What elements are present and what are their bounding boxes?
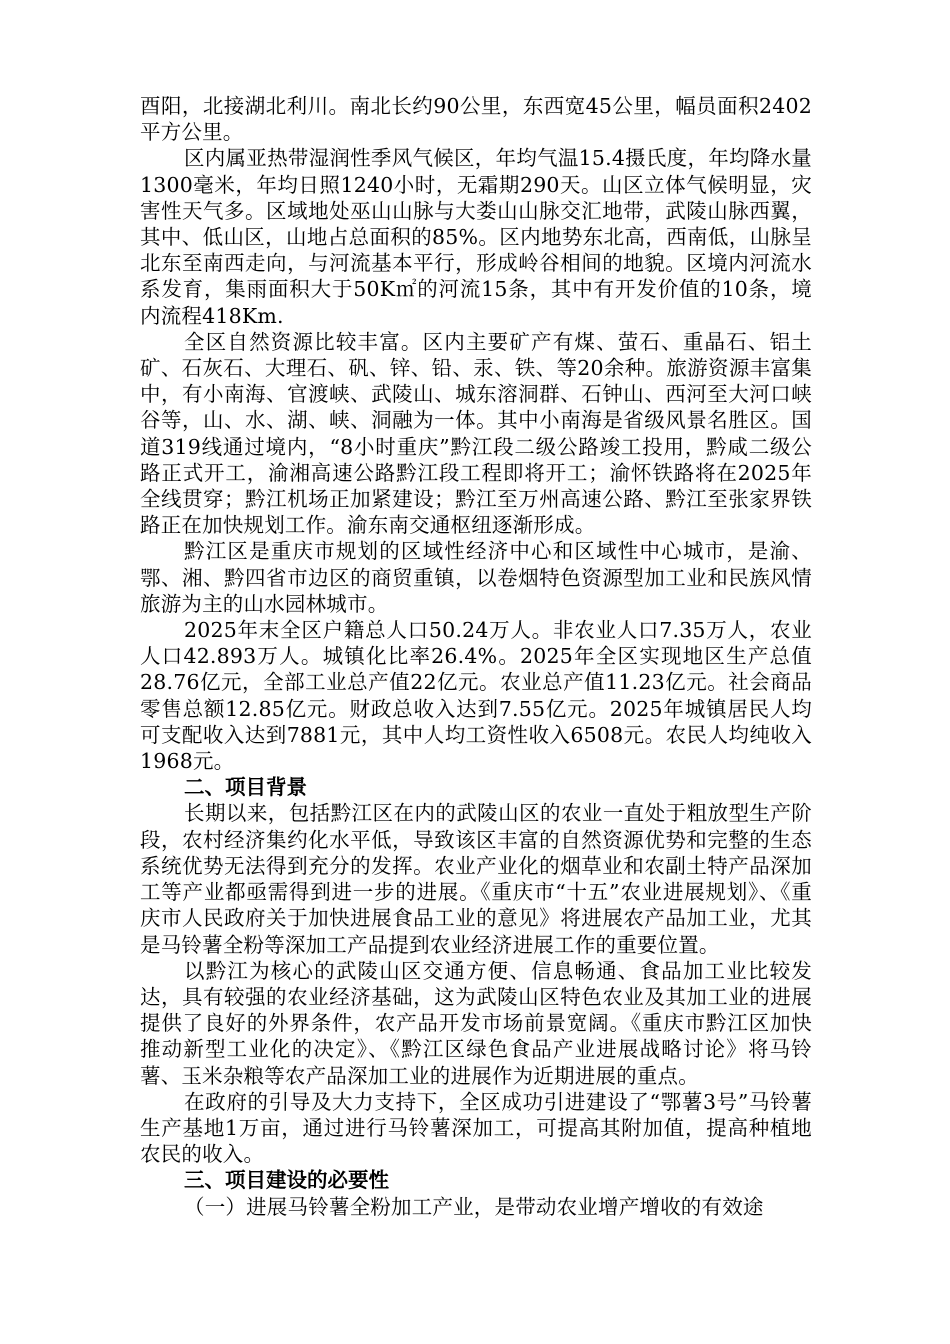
paragraph-location: 酉阳，北接湖北利川。南北长约90公里，东西宽45公里，幅员面积2402平方公里。 [140, 94, 812, 145]
section-heading-necessity: 三、项目建设的必要性 [184, 1168, 389, 1193]
paragraph-background-3: 在政府的引导及大力支持下，全区成功引进建设了“鄂薯3号”马铃薯生产基地1万亩，通过进行马铃薯深加工，可提高其附加值，提高种植地农民的收入。 [140, 1089, 812, 1167]
paragraph-background-1: 长期以来，包括黔江区在内的武陵山区的农业一直处于粗放型生产阶段，农村经济集约化水平低，导致该区丰富的自然资源优势和完整的生态系统优势无法得到充分的发挥。农业产业化的烟草业和农副土特产品深加工等产业都亟需得到进一步的进展。《重庆市“十五”农业进展规划》、《重庆市人民政府关于加快进展食品工业的意见》将进展农产品加工业，尤其是马铃薯全粉等深加工产品提到农业经济进展工作的重要位置。 [140, 801, 812, 957]
paragraph-background-2: 以黔江为核心的武陵山区交通方便、信息畅通、食品加工业比较发达，具有较强的农业经济基础，这为武陵山区特色农业及其加工业的进展提供了良好的外界条件，农产品开发市场前景宽阔。《重庆市黔江区加快推动新型工业化的决定》、《黔江区绿色食品产业进展战略讨论》将马铃薯、玉米杂粮等农产品深加工业的进展作为近期进展的重点。 [140, 958, 812, 1088]
paragraph-resources: 全区自然资源比较丰富。区内主要矿产有煤、萤石、重晶石、铝土矿、石灰石、大理石、矾、锌、铅、汞、铁、等20余种。旅游资源丰富集中，有小南海、官渡峡、武陵山、城东溶洞群、石钟山、西河至大河口峡谷等，山、水、湖、峡、洞融为一体。其中小南海是省级风景名胜区。国道319线通过境内，“8小时重庆”黔江段二级公路竣工投用，黔咸二级公路正式开工，渝湘高速公路黔江段工程即将开工；渝怀铁路将在2025年全线贯穿；黔江机场正加紧建设；黔江至万州高速公路、黔江至张家界铁路正在加快规划工作。渝东南交通枢纽逐渐形成。 [140, 329, 812, 538]
paragraph-climate: 区内属亚热带湿润性季风气候区，年均气温15.4摄氏度，年均降水量1300毫米，年均日照1240小时，无霜期290天。山区立体气候明显，灾害性天气多。区域地处巫山山脉与大娄山山脉交汇地带，武陵山脉西翼，其中、低山区，山地占总面积的85%。区内地势东北高，西南低，山脉呈北东至南西走向，与河流基本平行，形成岭谷相间的地貌。区境内河流水系发育，集雨面积大于50K㎡的河流15条，其中有开发价值的10条，境内流程418Km. [140, 146, 812, 328]
section-heading-background: 二、项目背景 [184, 775, 307, 800]
paragraph-population-economy: 2025年末全区户籍总人口50.24万人。非农业人口7.35万人，农业人口42.893万人。城镇化比率26.4%。2025年全区实现地区生产总值28.76亿元，全部工业总产值22亿元。农业总产值11.23亿元。社会商品零售总额12.85亿元。财政总收入达到7.55亿元。2025年城镇居民人均可支配收入达到7881元，其中人均工资性收入6508元。农民人均纯收入1968元。 [140, 618, 812, 774]
document-body [140, 93, 812, 1220]
paragraph-city-role: 黔江区是重庆市规划的区域性经济中心和区域性中心城市，是渝、鄂、湘、黔四省市边区的商贸重镇，以卷烟特色资源型加工业和民族风情旅游为主的山水园林城市。 [140, 539, 812, 616]
paragraph-necessity-1: （一）进展马铃薯全粉加工产业，是带动农业增产增收的有效途 [184, 1194, 764, 1219]
